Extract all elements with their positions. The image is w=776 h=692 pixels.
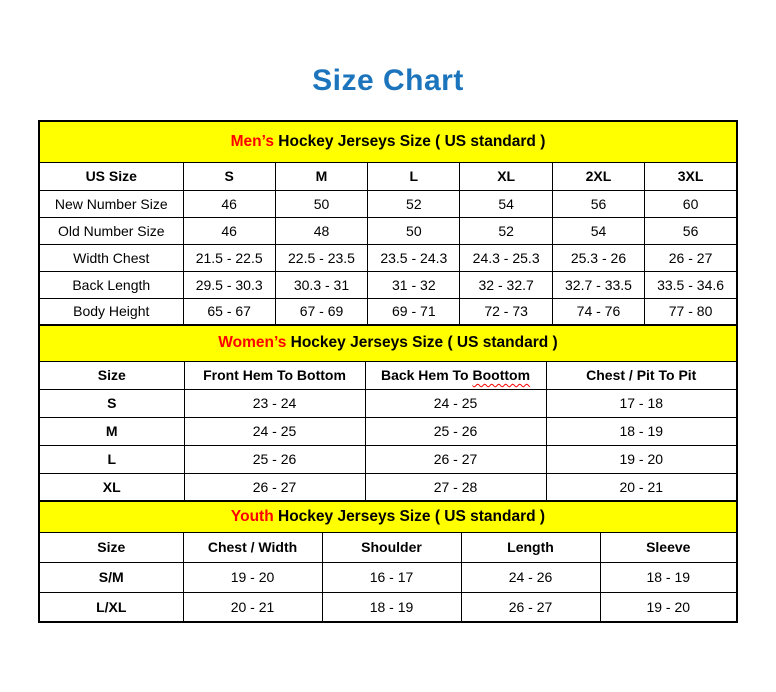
womens-data-row [39, 473, 737, 501]
mens-column-header: 3XL [645, 162, 737, 190]
page-title: Size Chart [312, 64, 464, 97]
youth-value-cell: 19 - 20 [183, 562, 322, 592]
mens-value-cell: 54 [552, 217, 644, 244]
mens-value-cell: 32 - 32.7 [460, 271, 552, 298]
mens-value-cell: 69 - 71 [368, 298, 460, 325]
mens-value-cell: 29.5 - 30.3 [183, 271, 275, 298]
mens-value-cell: 65 - 67 [183, 298, 275, 325]
womens-section-heading [39, 325, 737, 361]
mens-value-cell: 48 [275, 217, 367, 244]
mens-value-cell: 56 [552, 190, 644, 217]
mens-section-heading [39, 121, 737, 162]
youth-column-header: Length [461, 532, 600, 562]
youth-data-row [39, 592, 737, 622]
youth-value-cell: 18 - 19 [322, 592, 461, 622]
mens-heading-rest: Hockey Jerseys Size ( US standard ) [273, 132, 546, 150]
mens-value-cell: 32.7 - 33.5 [552, 271, 644, 298]
womens-header-row [39, 361, 737, 389]
youth-column-header: Sleeve [600, 532, 737, 562]
mens-value-cell: 26 - 27 [645, 244, 737, 271]
mens-value-cell: 21.5 - 22.5 [183, 244, 275, 271]
womens-value-cell: 27 - 28 [365, 473, 546, 501]
mens-data-row [39, 190, 737, 217]
mens-value-cell: 24.3 - 25.3 [460, 244, 552, 271]
mens-data-row [39, 298, 737, 325]
youth-value-cell: 19 - 20 [600, 592, 737, 622]
youth-heading-highlight: Youth [230, 507, 274, 525]
youth-section-heading [39, 501, 737, 532]
womens-value-cell: 25 - 26 [184, 445, 365, 473]
misspelled-word: Boottom [472, 367, 531, 383]
mens-heading-highlight: Men’s [230, 132, 274, 150]
mens-value-cell: 67 - 69 [275, 298, 367, 325]
mens-value-cell: 46 [183, 217, 275, 244]
youth-value-cell: 24 - 26 [461, 562, 600, 592]
youth-section-heading-row [39, 501, 737, 532]
size-chart-tables [38, 120, 738, 623]
youth-value-cell: 18 - 19 [600, 562, 737, 592]
womens-value-cell: 25 - 26 [365, 417, 546, 445]
womens-value-cell: 17 - 18 [546, 389, 737, 417]
womens-column-header: Size [39, 361, 184, 389]
mens-value-cell: 33.5 - 34.6 [645, 271, 737, 298]
youth-value-cell: 26 - 27 [461, 592, 600, 622]
mens-size-table [38, 120, 738, 326]
mens-data-row [39, 244, 737, 271]
mens-value-cell: 74 - 76 [552, 298, 644, 325]
mens-value-cell: 22.5 - 23.5 [275, 244, 367, 271]
mens-value-cell: 31 - 32 [368, 271, 460, 298]
mens-value-cell: 60 [645, 190, 737, 217]
mens-value-cell: 52 [460, 217, 552, 244]
mens-column-header: US Size [39, 162, 183, 190]
womens-value-cell: 20 - 21 [546, 473, 737, 501]
mens-row-label: Old Number Size [39, 217, 183, 244]
womens-row-label: L [39, 445, 184, 473]
mens-value-cell: 77 - 80 [645, 298, 737, 325]
youth-data-row [39, 562, 737, 592]
mens-column-header: 2XL [552, 162, 644, 190]
womens-section-heading-row [39, 325, 737, 361]
womens-data-row [39, 389, 737, 417]
womens-value-cell: 23 - 24 [184, 389, 365, 417]
womens-row-label: XL [39, 473, 184, 501]
mens-value-cell: 50 [368, 217, 460, 244]
womens-value-cell: 24 - 25 [184, 417, 365, 445]
mens-value-cell: 25.3 - 26 [552, 244, 644, 271]
mens-column-header: S [183, 162, 275, 190]
mens-data-row [39, 217, 737, 244]
womens-size-table [38, 324, 738, 502]
mens-row-label: New Number Size [39, 190, 183, 217]
womens-heading-rest: Hockey Jerseys Size ( US standard ) [286, 334, 558, 352]
mens-header-row [39, 162, 737, 190]
mens-value-cell: 46 [183, 190, 275, 217]
youth-size-table [38, 500, 738, 623]
mens-section-heading-row [39, 121, 737, 162]
youth-column-header: Chest / Width [183, 532, 322, 562]
mens-value-cell: 72 - 73 [460, 298, 552, 325]
womens-data-row [39, 417, 737, 445]
mens-row-label: Width Chest [39, 244, 183, 271]
youth-header-row [39, 532, 737, 562]
mens-value-cell: 50 [275, 190, 367, 217]
womens-value-cell: 26 - 27 [184, 473, 365, 501]
womens-value-cell: 26 - 27 [365, 445, 546, 473]
womens-column-header: Back Hem To Boottom [365, 361, 546, 389]
mens-value-cell: 54 [460, 190, 552, 217]
youth-value-cell: 20 - 21 [183, 592, 322, 622]
mens-column-header: M [275, 162, 367, 190]
mens-row-label: Back Length [39, 271, 183, 298]
mens-value-cell: 23.5 - 24.3 [368, 244, 460, 271]
womens-row-label: M [39, 417, 184, 445]
mens-value-cell: 30.3 - 31 [275, 271, 367, 298]
youth-row-label: S/M [39, 562, 183, 592]
womens-value-cell: 19 - 20 [546, 445, 737, 473]
youth-row-label: L/XL [39, 592, 183, 622]
womens-heading-highlight: Women’s [218, 334, 287, 352]
womens-value-cell: 18 - 19 [546, 417, 737, 445]
womens-data-row [39, 445, 737, 473]
womens-column-header: Front Hem To Bottom [184, 361, 365, 389]
mens-data-row [39, 271, 737, 298]
womens-value-cell: 24 - 25 [365, 389, 546, 417]
womens-row-label: S [39, 389, 184, 417]
mens-row-label: Body Height [39, 298, 183, 325]
mens-column-header: XL [460, 162, 552, 190]
youth-column-header: Shoulder [322, 532, 461, 562]
womens-column-header: Chest / Pit To Pit [546, 361, 737, 389]
mens-column-header: L [368, 162, 460, 190]
mens-value-cell: 52 [368, 190, 460, 217]
youth-column-header: Size [39, 532, 183, 562]
youth-heading-rest: Hockey Jerseys Size ( US standard ) [273, 507, 546, 525]
mens-value-cell: 56 [645, 217, 737, 244]
youth-value-cell: 16 - 17 [322, 562, 461, 592]
